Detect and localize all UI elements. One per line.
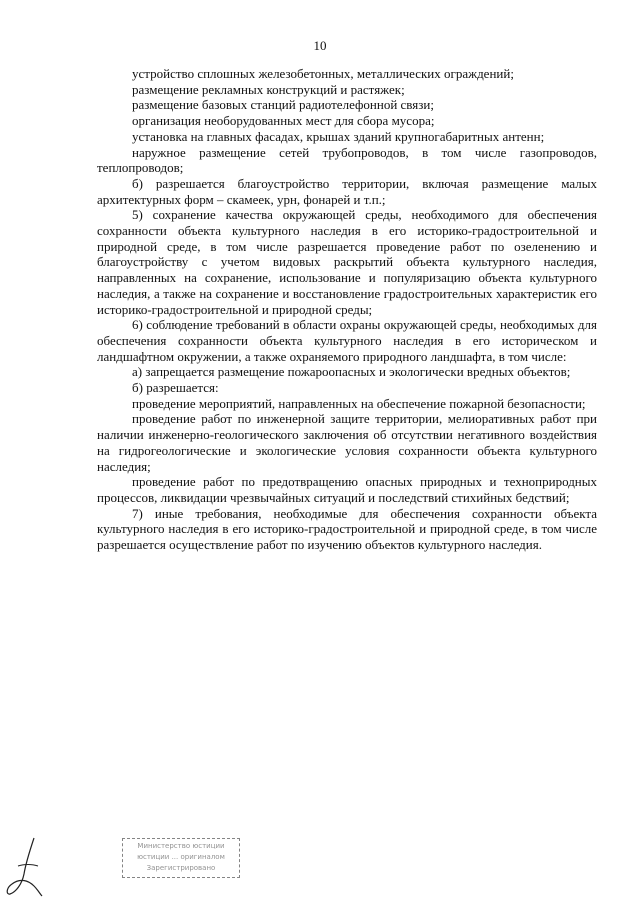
document-body (97, 66, 597, 553)
paragraph: б) разрешается благоустройство территории, включая размещение малых архитектурных форм – скамеек, урн, фонарей и т.п.; (97, 175, 597, 207)
paragraph: размещение базовых станций радиотелефонной связи; (132, 97, 434, 113)
page-number: 10 (313, 38, 327, 53)
paragraph: б) разрешается: (132, 380, 219, 396)
paragraph: проведение работ по инженерной защите территории, мелиоративных работ при наличии инженерно-геологического заключения об отсутствии негативного воздействия на гидрогеологические и экологические условия сохранности объекта культурного наследия; (97, 411, 597, 474)
paragraph: проведение работ по предотвращению опасных природных и техноприродных процессов, ликвидации чрезвычайных ситуаций и последствий стихийных бедствий; (97, 474, 597, 505)
paragraph: наружное размещение сетей трубопроводов, в том числе газопроводов, теплопроводов; (97, 144, 597, 176)
paragraph: а) запрещается размещение пожароопасных и экологически вредных объектов; (132, 364, 571, 380)
paragraph: 5) сохранение качества окружающей среды, необходимого для обеспечения сохранности объекта культурного наследия в его историко-градостроительной и природной среде, в том числе разрешается проведение работ по озеленению и благоустройству с учетом видовых раскрытий объекта культурного наследия, направленных на сохранение, использование и популяризацию объекта культурного наследия, а также на сохранение и восстановление градостроительных характеристик его историко-градостроительной и природной среды; (97, 207, 597, 317)
paragraph: 6) соблюдение требований в области охраны окружающей среды, необходимых для обеспечения сохранности объекта культурного наследия в его историческом и ландшафтном окружении, а также охраняемого природного ландшафта, в том числе: (97, 317, 597, 364)
stamp-line: юстиции ... оригиналом (137, 853, 225, 861)
paragraph: установка на главных фасадах, крышах зданий крупногабаритных антенн; (132, 128, 545, 144)
handwritten-signature (4, 836, 48, 898)
paragraph: проведение мероприятий, направленных на обеспечение пожарной безопасности; (132, 395, 586, 411)
paragraph: размещение рекламных конструкций и растяжек; (132, 81, 405, 97)
stamp-line: Министерство юстиции (137, 842, 225, 850)
registration-stamp (122, 838, 240, 878)
paragraph: организация необорудованных мест для сбора мусора; (132, 113, 435, 129)
paragraph: устройство сплошных железобетонных, металлических ограждений; (132, 66, 514, 81)
paragraph: 7) иные требования, необходимые для обеспечения сохранности объекта культурного наследия в его историко-градостроительной и природной среде, в том числе разрешается осуществление работ по изучению объектов культурного наследия. (97, 505, 597, 553)
stamp-line: Зарегистрировано (146, 864, 216, 872)
